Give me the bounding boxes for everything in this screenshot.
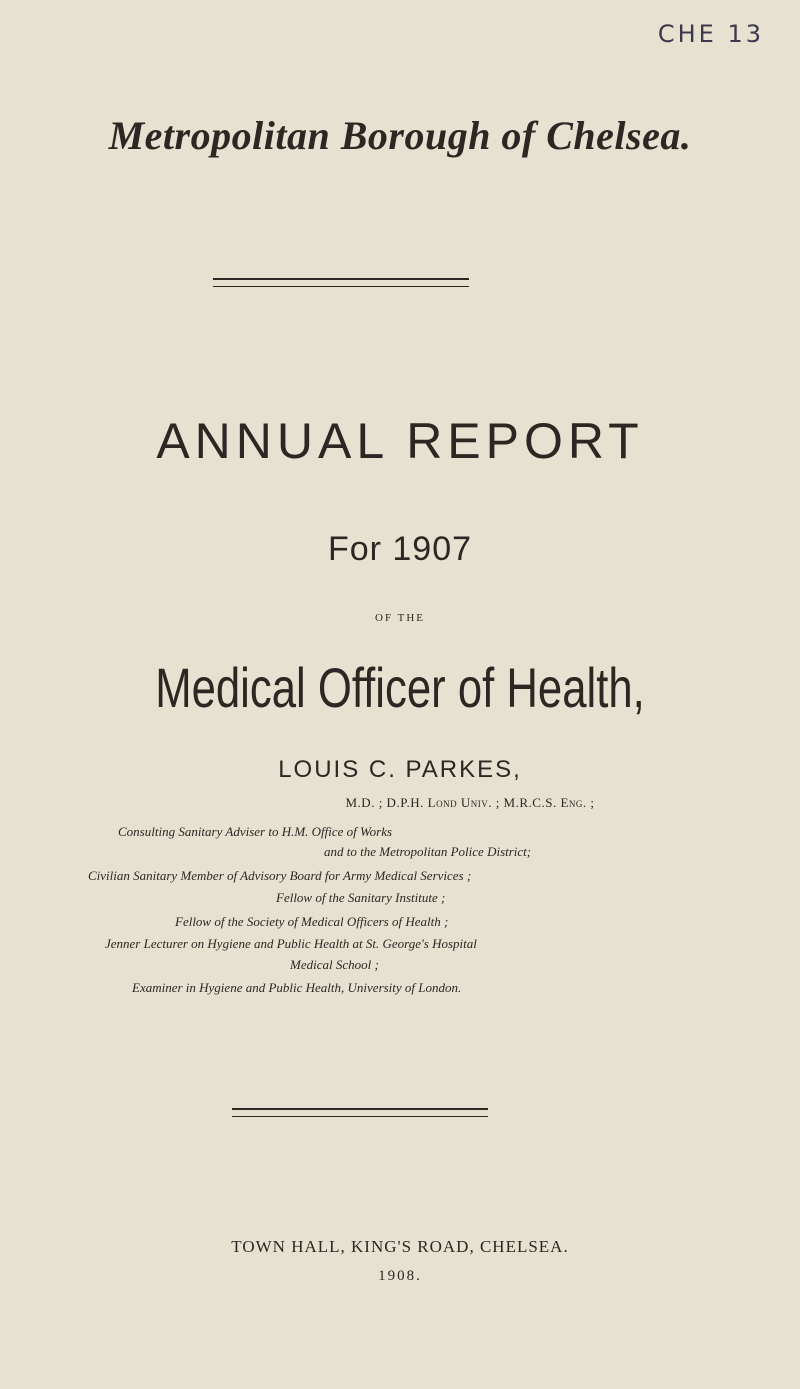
appointment-line: Fellow of the Society of Medical Officers of Health ; [175, 914, 449, 929]
borough-heading: Metropolitan Borough of Chelsea. [108, 113, 692, 158]
appointment-line: Civilian Sanitary Member of Advisory Board for Army Medical Services ; [88, 868, 472, 883]
appointment-line: Consulting Sanitary Adviser to H.M. Office of Works [118, 824, 393, 839]
footer-year: 1908. [378, 1268, 422, 1284]
appointment-line: Medical School ; [290, 957, 379, 972]
appointment-line: Examiner in Hygiene and Public Health, University of London. [132, 980, 462, 995]
qualifications: M.D. ; D.P.H. Lond Univ. ; M.R.C.S. Eng. ; [345, 795, 595, 810]
report-title: ANNUAL REPORT [156, 413, 644, 469]
report-year: For 1907 [327, 530, 473, 568]
officer-name: LOUIS C. PARKES, [278, 756, 522, 783]
bottom-double-rule [232, 1108, 488, 1117]
of-the-label: OF THE [375, 612, 425, 624]
top-double-rule [213, 278, 469, 287]
footer-address: TOWN HALL, KING'S ROAD, CHELSEA. [231, 1237, 569, 1256]
appointment-line: and to the Metropolitan Police District; [324, 844, 532, 859]
officer-title: Medical Officer of Health, [155, 656, 645, 719]
appointment-line: Fellow of the Sanitary Institute ; [276, 890, 446, 905]
appointment-line: Jenner Lecturer on Hygiene and Public Health at St. George's Hospital [105, 936, 477, 951]
catalog-mark: CHE 13 [657, 20, 764, 48]
